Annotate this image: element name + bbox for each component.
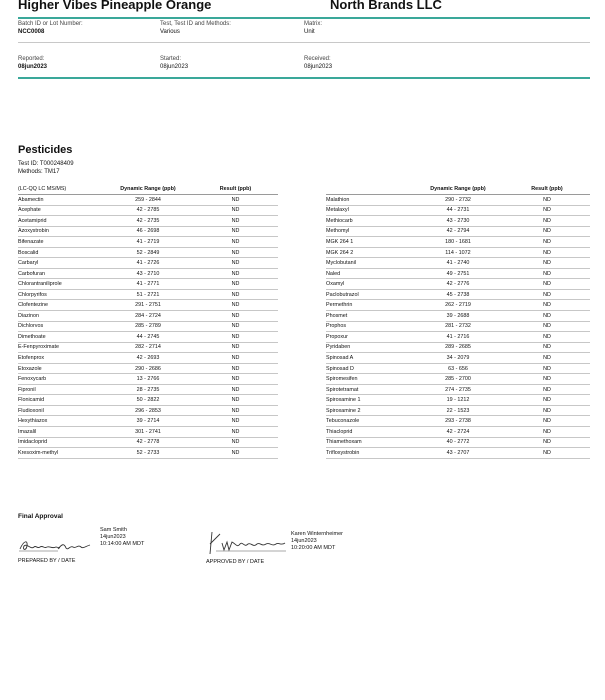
table-row: [326, 342, 590, 353]
table-row: [18, 374, 278, 385]
range-cell: 259 - 2844: [103, 195, 193, 206]
range-cell: 285 - 2789: [103, 321, 193, 332]
approver-signature: [206, 530, 288, 556]
range-cell: 42 - 2785: [103, 205, 193, 216]
range-cell: 19 - 1212: [412, 395, 504, 406]
table-row: [18, 216, 278, 227]
range-cell: 43 - 2730: [412, 216, 504, 227]
range-cell: 40 - 2772: [412, 437, 504, 448]
test-label: Test, Test ID and Methods:: [160, 21, 231, 27]
range-cell: 290 - 2732: [412, 195, 504, 206]
range-cell: 293 - 2738: [412, 416, 504, 427]
table-row: [326, 437, 590, 448]
table-row: [326, 321, 590, 332]
table-row: [18, 226, 278, 237]
range-cell: 43 - 2710: [103, 268, 193, 279]
analyte-cell: Azoxystrobin: [18, 226, 103, 237]
result-cell: ND: [504, 216, 590, 227]
analyte-cell: Malathion: [326, 195, 412, 206]
result-cell: ND: [504, 300, 590, 311]
result-cell: ND: [504, 226, 590, 237]
range-cell: 52 - 2849: [103, 247, 193, 258]
result-cell: ND: [504, 384, 590, 395]
table-row: [326, 205, 590, 216]
analyte-cell: Methiocarb: [326, 216, 412, 227]
range-cell: 63 - 656: [412, 363, 504, 374]
approver-details: [291, 531, 343, 552]
range-cell: 42 - 2778: [103, 437, 193, 448]
analyte-cell: Etoxazole: [18, 363, 103, 374]
table-body-left: [18, 195, 278, 459]
table-row: [326, 258, 590, 269]
table-row: [18, 205, 278, 216]
table-row: [326, 363, 590, 374]
analyte-column-header: [326, 184, 412, 195]
range-cell: 284 - 2724: [103, 311, 193, 322]
analyte-cell: Methomyl: [326, 226, 412, 237]
analyte-cell: Boscalid: [18, 247, 103, 258]
result-cell: ND: [504, 311, 590, 322]
info-divider: [18, 42, 590, 43]
range-cell: 41 - 2719: [103, 237, 193, 248]
table-row: [18, 427, 278, 438]
analyte-cell: Spinosad D: [326, 363, 412, 374]
table-row: [18, 332, 278, 343]
preparer-name: Sam Smith: [100, 527, 127, 533]
analyte-cell: Metalaxyl: [326, 205, 412, 216]
result-cell: ND: [504, 353, 590, 364]
analyte-cell: Fenoxycarb: [18, 374, 103, 385]
batch-field: [18, 20, 83, 37]
range-cell: 42 - 2735: [103, 216, 193, 227]
result-cell: ND: [193, 300, 278, 311]
company-name: North Brands LLC: [330, 0, 442, 12]
range-cell: 42 - 2794: [412, 226, 504, 237]
analyte-cell: Abamectin: [18, 195, 103, 206]
analyte-cell: Oxamyl: [326, 279, 412, 290]
range-cell: 289 - 2685: [412, 342, 504, 353]
table-row: [326, 300, 590, 311]
range-cell: 13 - 2766: [103, 374, 193, 385]
table-row: [18, 258, 278, 269]
table-row: [326, 247, 590, 258]
range-cell: 296 - 2853: [103, 405, 193, 416]
analyte-cell: Chlorantraniliprole: [18, 279, 103, 290]
result-cell: ND: [193, 195, 278, 206]
result-cell: ND: [193, 237, 278, 248]
result-cell: ND: [504, 416, 590, 427]
product-title: Higher Vibes Pineapple Orange: [18, 0, 212, 12]
table-row: [18, 311, 278, 322]
range-cell: 180 - 1681: [412, 237, 504, 248]
analyte-cell: Acephate: [18, 205, 103, 216]
result-cell: ND: [504, 195, 590, 206]
table-row: [18, 416, 278, 427]
table-row: [18, 384, 278, 395]
result-cell: ND: [193, 321, 278, 332]
result-cell: ND: [504, 289, 590, 300]
batch-value: NCC0008: [18, 29, 45, 35]
approver-name: Karen Winternheimer: [291, 531, 343, 537]
analyte-cell: Spiroxamine 1: [326, 395, 412, 406]
result-column-header: Result (ppb): [504, 184, 590, 195]
range-cell: 41 - 2771: [103, 279, 193, 290]
table-row: [18, 321, 278, 332]
table-row: [326, 374, 590, 385]
matrix-field: [304, 20, 322, 37]
range-cell: 41 - 2740: [412, 258, 504, 269]
table-header-row: [326, 184, 590, 195]
result-cell: ND: [193, 374, 278, 385]
range-cell: 285 - 2700: [412, 374, 504, 385]
approved-by-label: APPROVED BY / DATE: [206, 559, 265, 565]
table-row: [326, 427, 590, 438]
analyte-cell: Kresoxim-methyl: [18, 448, 103, 459]
analyte-cell: E-Fenpyroximate: [18, 342, 103, 353]
test-methods: Methods: TM17: [18, 169, 60, 175]
range-cell: 45 - 2738: [412, 289, 504, 300]
range-cell: 44 - 2745: [103, 332, 193, 343]
result-cell: ND: [193, 448, 278, 459]
range-cell: 51 - 2721: [103, 289, 193, 300]
started-value: 08jun2023: [160, 64, 189, 70]
result-cell: ND: [193, 427, 278, 438]
result-cell: ND: [504, 247, 590, 258]
result-cell: ND: [504, 332, 590, 343]
approver-date: 14jun2023: [291, 538, 317, 544]
analyte-cell: Imazalil: [18, 427, 103, 438]
analyte-cell: Acetamiprid: [18, 216, 103, 227]
received-field: [304, 55, 332, 72]
analyte-cell: Spiromesifen: [326, 374, 412, 385]
range-cell: 43 - 2707: [412, 448, 504, 459]
range-cell: 262 - 2719: [412, 300, 504, 311]
result-cell: ND: [504, 205, 590, 216]
result-cell: ND: [193, 332, 278, 343]
result-cell: ND: [504, 374, 590, 385]
analyte-cell: Bifenazate: [18, 237, 103, 248]
result-cell: ND: [193, 363, 278, 374]
table-row: [326, 448, 590, 459]
table-row: [326, 268, 590, 279]
range-cell: 28 - 2735: [103, 384, 193, 395]
pesticides-table-right: [326, 184, 590, 459]
result-cell: ND: [504, 395, 590, 406]
range-cell: 301 - 2741: [103, 427, 193, 438]
range-cell: 46 - 2698: [103, 226, 193, 237]
report-header: [18, 0, 588, 16]
table-row: [18, 300, 278, 311]
result-cell: ND: [193, 247, 278, 258]
range-cell: 49 - 2751: [412, 268, 504, 279]
table-body-right: [326, 195, 590, 459]
result-cell: ND: [504, 258, 590, 269]
range-cell: 42 - 2776: [412, 279, 504, 290]
section-title: Pesticides: [18, 144, 73, 156]
analyte-cell: Naled: [326, 268, 412, 279]
range-cell: 281 - 2732: [412, 321, 504, 332]
analyte-cell: Chlorpyrifos: [18, 289, 103, 300]
analyte-cell: Carbaryl: [18, 258, 103, 269]
analyte-cell: Spirotetramat: [326, 384, 412, 395]
analyte-cell: Thiacloprid: [326, 427, 412, 438]
table-header-row: [18, 184, 278, 195]
result-cell: ND: [193, 226, 278, 237]
analyte-cell: Permethrin: [326, 300, 412, 311]
table-row: [326, 384, 590, 395]
batch-label: Batch ID or Lot Number:: [18, 21, 83, 27]
analyte-cell: Propoxur: [326, 332, 412, 343]
table-row: [18, 237, 278, 248]
table-row: [18, 448, 278, 459]
result-cell: ND: [504, 279, 590, 290]
analyte-cell: Pyridaben: [326, 342, 412, 353]
result-cell: ND: [193, 216, 278, 227]
table-row: [326, 289, 590, 300]
table-row: [18, 395, 278, 406]
table-row: [326, 311, 590, 322]
result-cell: ND: [504, 237, 590, 248]
preparer-time: 10:14:00 AM MDT: [100, 541, 145, 547]
pesticides-table-left: [18, 184, 278, 459]
analyte-cell: Phosmet: [326, 311, 412, 322]
preparer-signature: [18, 534, 96, 556]
reported-label: Reported:: [18, 56, 45, 62]
table-row: [326, 237, 590, 248]
range-cell: 290 - 2686: [103, 363, 193, 374]
final-approval-title: Final Approval: [18, 513, 63, 520]
test-id: Test ID: T000248409: [18, 161, 74, 167]
result-cell: ND: [504, 342, 590, 353]
result-cell: ND: [193, 258, 278, 269]
range-cell: 42 - 2693: [103, 353, 193, 364]
table-row: [18, 247, 278, 258]
result-cell: ND: [504, 405, 590, 416]
range-cell: 274 - 2735: [412, 384, 504, 395]
table-row: [18, 353, 278, 364]
result-cell: ND: [193, 279, 278, 290]
table-row: [326, 195, 590, 206]
range-cell: 52 - 2733: [103, 448, 193, 459]
test-value: Various: [160, 29, 180, 35]
started-field: [160, 55, 188, 72]
preparer-date: 14jun2023: [100, 534, 126, 540]
range-cell: 41 - 2726: [103, 258, 193, 269]
range-cell: 39 - 2714: [103, 416, 193, 427]
result-cell: ND: [193, 416, 278, 427]
range-column-header: Dynamic Range (ppb): [412, 184, 504, 195]
matrix-label: Matrix:: [304, 21, 322, 27]
result-cell: ND: [193, 384, 278, 395]
table-row: [18, 289, 278, 300]
range-cell: 282 - 2714: [103, 342, 193, 353]
analyte-cell: Hexythiazox: [18, 416, 103, 427]
analyte-cell: Dichlorvos: [18, 321, 103, 332]
table-row: [18, 195, 278, 206]
table-row: [326, 279, 590, 290]
result-column-header: Result (ppb): [193, 184, 278, 195]
result-cell: ND: [504, 427, 590, 438]
table-row: [18, 363, 278, 374]
received-label: Received:: [304, 56, 331, 62]
table-row: [326, 353, 590, 364]
test-field: [160, 20, 231, 37]
range-cell: 44 - 2731: [412, 205, 504, 216]
analyte-cell: Prophos: [326, 321, 412, 332]
result-cell: ND: [193, 205, 278, 216]
result-cell: ND: [193, 437, 278, 448]
result-cell: ND: [504, 448, 590, 459]
range-cell: 39 - 2688: [412, 311, 504, 322]
table-row: [18, 405, 278, 416]
analyte-cell: Etofenprox: [18, 353, 103, 364]
result-cell: ND: [193, 342, 278, 353]
range-column-header: Dynamic Range (ppb): [103, 184, 193, 195]
table-row: [326, 416, 590, 427]
matrix-value: Unit: [304, 29, 315, 35]
range-cell: 41 - 2716: [412, 332, 504, 343]
analyte-cell: Thiamethoxam: [326, 437, 412, 448]
table-row: [326, 216, 590, 227]
info-bottom-divider: [18, 77, 590, 79]
analyte-cell: MGK 264 1: [326, 237, 412, 248]
range-cell: 114 - 1072: [412, 247, 504, 258]
table-row: [18, 268, 278, 279]
analyte-cell: Spinosad A: [326, 353, 412, 364]
approver-time: 10:20:00 AM MDT: [291, 545, 336, 551]
table-row: [326, 332, 590, 343]
analyte-cell: Imidacloprid: [18, 437, 103, 448]
range-cell: 42 - 2724: [412, 427, 504, 438]
reported-value: 08jun2023: [18, 64, 48, 70]
analyte-cell: Flonicamid: [18, 395, 103, 406]
result-cell: ND: [504, 321, 590, 332]
result-cell: ND: [193, 268, 278, 279]
range-cell: 22 - 1523: [412, 405, 504, 416]
table-row: [18, 437, 278, 448]
range-cell: 291 - 2751: [103, 300, 193, 311]
result-cell: ND: [193, 311, 278, 322]
analyte-cell: Clofentezine: [18, 300, 103, 311]
analyte-cell: Paclobutrazol: [326, 289, 412, 300]
analyte-cell: Dimethoate: [18, 332, 103, 343]
table-row: [326, 226, 590, 237]
received-value: 08jun2023: [304, 64, 333, 70]
header-divider: [18, 17, 590, 19]
analyte-cell: Diazinon: [18, 311, 103, 322]
table-row: [326, 395, 590, 406]
analyte-cell: Spiroxamine 2: [326, 405, 412, 416]
table-row: [18, 342, 278, 353]
result-cell: ND: [504, 363, 590, 374]
analyte-cell: Fipronil: [18, 384, 103, 395]
result-cell: ND: [504, 268, 590, 279]
range-cell: 50 - 2822: [103, 395, 193, 406]
analyte-cell: Tebuconazole: [326, 416, 412, 427]
result-cell: ND: [504, 437, 590, 448]
table-row: [18, 279, 278, 290]
preparer-details: [100, 527, 144, 548]
analyte-cell: Fludioxonil: [18, 405, 103, 416]
method-detail-header: (LC-QQ LC MS/MS): [18, 184, 103, 195]
analyte-cell: Carbofuran: [18, 268, 103, 279]
started-label: Started:: [160, 56, 182, 62]
result-cell: ND: [193, 405, 278, 416]
reported-field: [18, 55, 47, 72]
prepared-by-label: PREPARED BY / DATE: [18, 558, 76, 564]
analyte-cell: MGK 264 2: [326, 247, 412, 258]
analyte-cell: Myclobutanil: [326, 258, 412, 269]
table-row: [326, 405, 590, 416]
analyte-cell: Trifloxystrobin: [326, 448, 412, 459]
result-cell: ND: [193, 289, 278, 300]
range-cell: 34 - 2079: [412, 353, 504, 364]
result-cell: ND: [193, 353, 278, 364]
result-cell: ND: [193, 395, 278, 406]
